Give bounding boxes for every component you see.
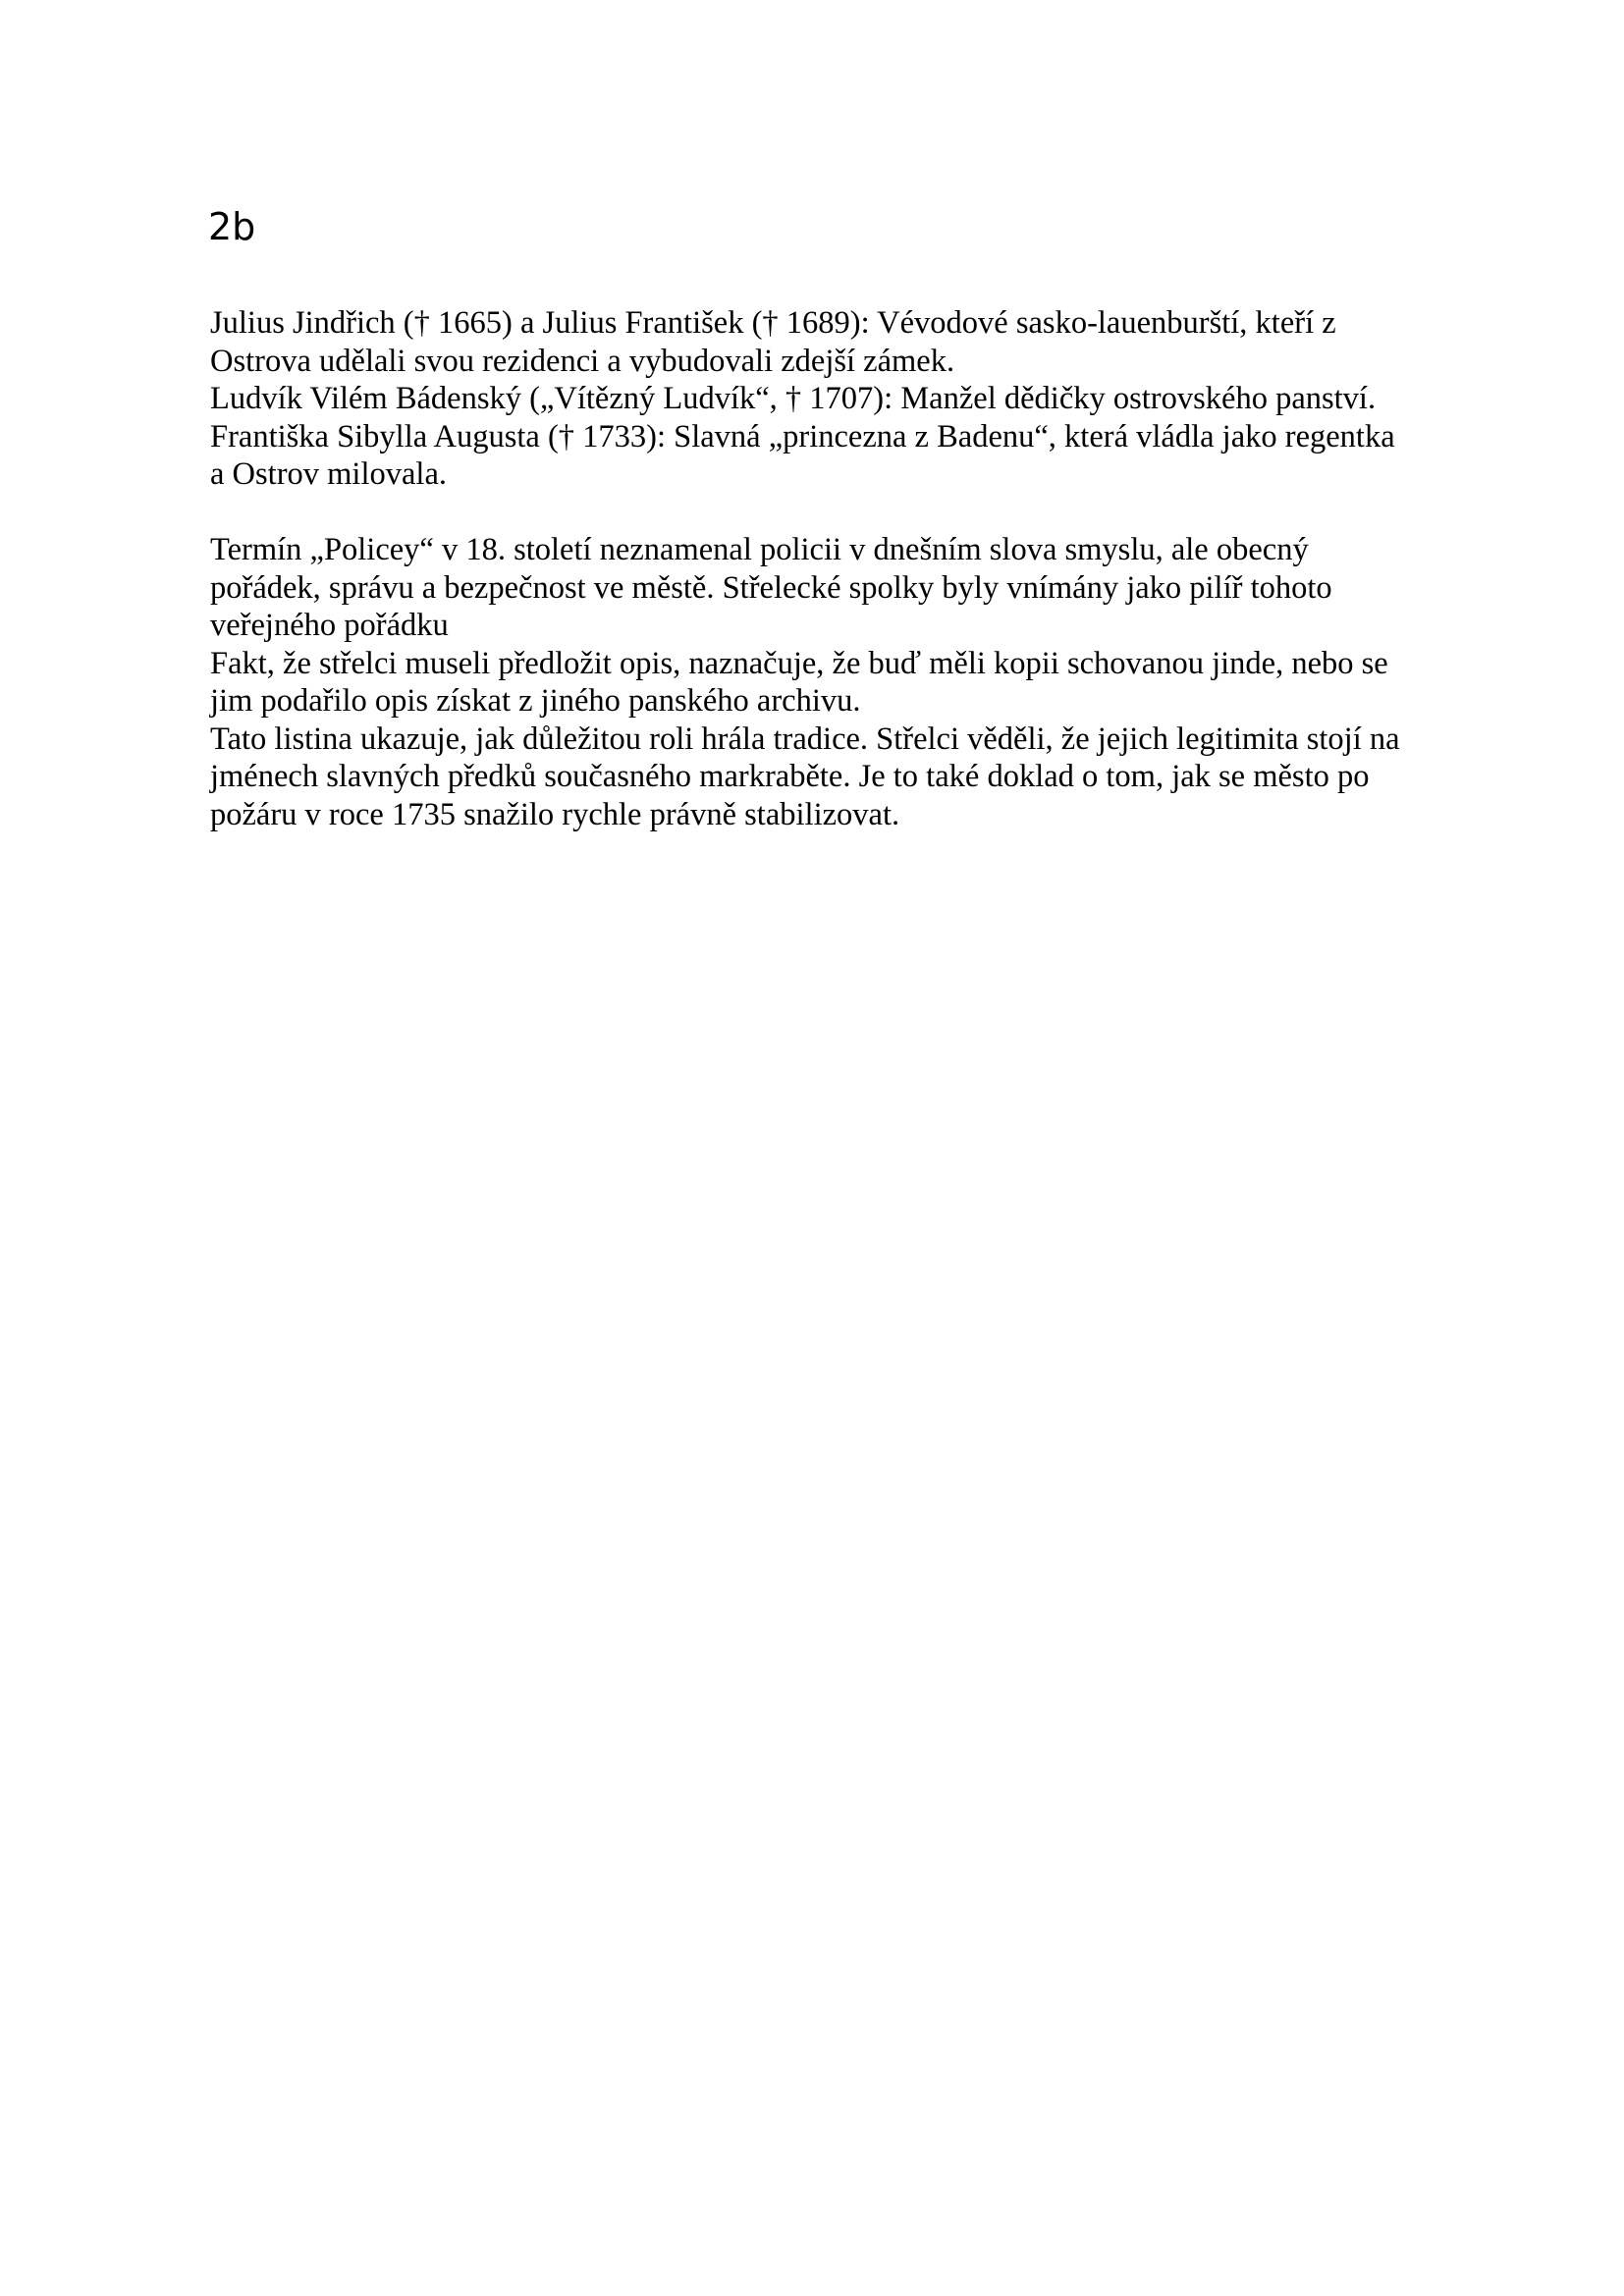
text-line: Františka Sibylla Augusta († 1733): Slavná „princezna z Badenu“, která vládla jako regentka (210, 418, 1395, 454)
text-line: jménech slavných předků současného markraběte. Je to také doklad o tom, jak se město po (210, 759, 1370, 794)
text-line: a Ostrov milovala. (210, 456, 447, 492)
text-line: Ostrova udělali svou rezidenci a vybudovali zdejší zámek. (210, 343, 955, 379)
text-line: Ludvík Vilém Bádenský („Vítězný Ludvík“, † 1707): Manžel dědičky ostrovského panství. (210, 381, 1377, 416)
text-line: pořádek, správu a bezpečnost ve městě. Střelecké spolky byly vnímány jako pilíř tohoto (210, 569, 1332, 606)
text-line: Tato listina ukazuje, jak důležitou roli hrála tradice. Střelci věděli, že jejich legitimita stojí na (210, 721, 1400, 757)
text-line: veřejného pořádku (210, 608, 449, 643)
paragraph-rulers (210, 304, 1477, 494)
page-heading: 2b (208, 205, 256, 248)
paragraph-commentary (210, 531, 1477, 833)
body-text (210, 304, 1477, 833)
text-line: Termín „Policey“ v 18. století neznamenal policii v dnešním slova smyslu, ale obecný (210, 532, 1309, 567)
paragraph-gap (210, 494, 1477, 532)
text-line: Julius Jindřich († 1665) a Julius František († 1689): Vévodové sasko-lauenburští, kteří z (210, 305, 1336, 341)
text-line: Fakt, že střelci museli předložit opis, naznačuje, že buď měli kopii schovanou jinde, nebo se (210, 645, 1388, 681)
text-line: požáru v roce 1735 snažilo rychle právně stabilizovat. (210, 796, 900, 832)
text-line: jim podařilo opis získat z jiného panského archivu. (210, 683, 861, 719)
